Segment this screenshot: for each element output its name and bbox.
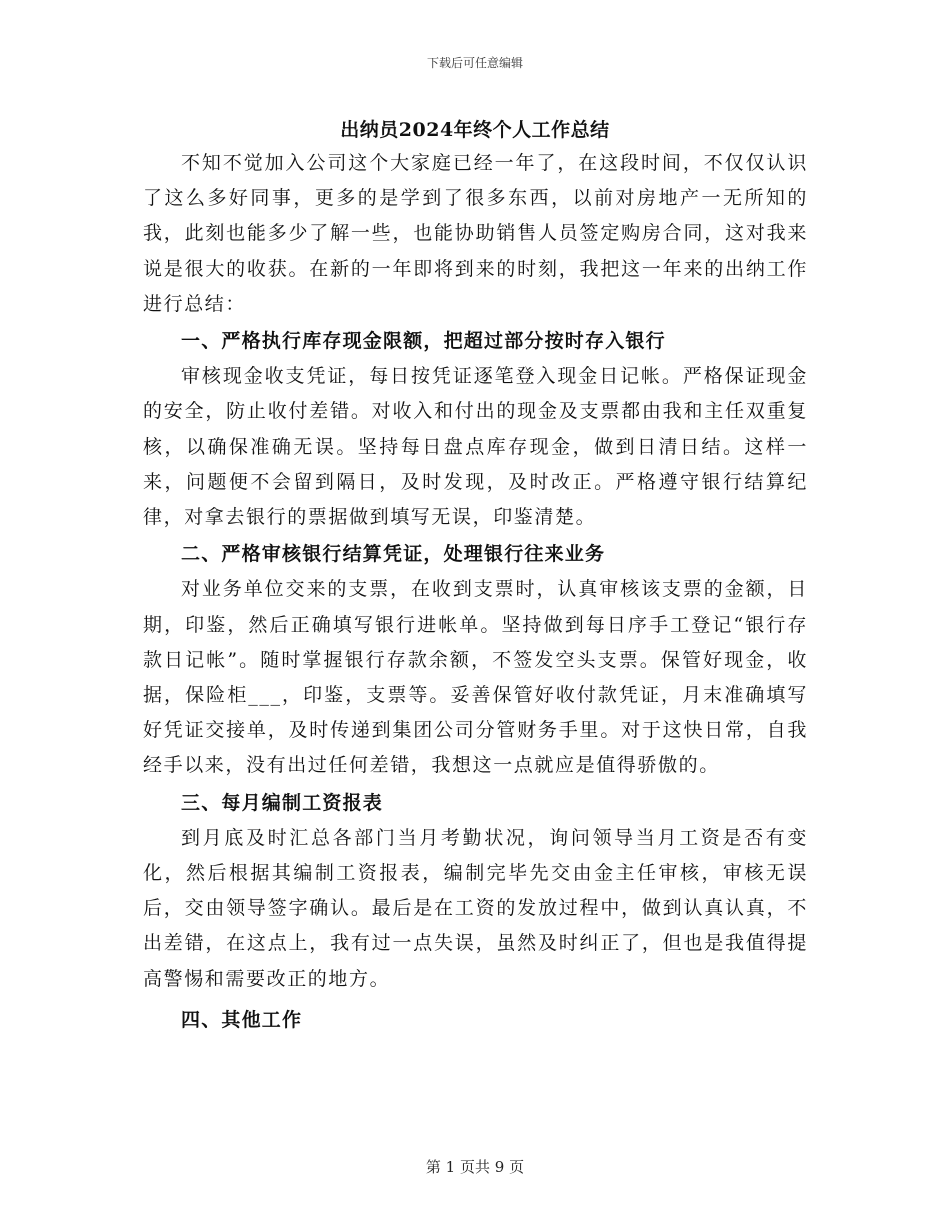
intro-paragraph: 不知不觉加入公司这个大家庭已经一年了，在这段时间，不仅仅认识了这么多好同事，更多的是学到了很多东西，以前对房地产一无所知的我，此刻也能多少了解一些，也能协助销售人员签定购房合同，这对我来说是很大的收获。在新的一年即将到来的时刻，我把这一年来的出纳工作进行总结： bbox=[143, 152, 808, 315]
section-heading-3: 三、每月编制工资报表 bbox=[181, 791, 384, 814]
page-number: 第 1 页共 9 页 bbox=[425, 1158, 525, 1176]
section-heading-4: 四、其他工作 bbox=[181, 1008, 303, 1031]
section-body-2: 对业务单位交来的支票，在收到支票时，认真审核该支票的金额，日期，印鉴，然后正确填写银行进帐单。坚持做到每日序手工登记“银行存款日记帐”。随时掌握银行存款余额，不签发空头支票。保管好现金，收据，保险柜___，印鉴，支票等。妥善保管好收付款凭证，月末准确填写好凭证交接单，及时传递到集团公司分管财务手里。对于这快日常，自我经手以来，没有出过任何差错，我想这一点就应是值得骄傲的。 bbox=[143, 578, 808, 777]
header-note: 下载后可任意编辑 bbox=[426, 56, 523, 70]
section-body-1: 审核现金收支凭证，每日按凭证逐笔登入现金日记帐。严格保证现金的安全，防止收付差错。对收入和付出的现金及支票都由我和主任双重复核，以确保准确无误。坚持每日盘点库存现金，做到日清日结。这样一来，问题便不会留到隔日，及时发现，及时改正。严格遵守银行结算纪律，对拿去银行的票据做到填写无误，印鉴清楚。 bbox=[143, 365, 808, 529]
document-body bbox=[143, 146, 808, 1038]
document-title: 出纳员2024年终个人工作总结 bbox=[340, 119, 610, 141]
section-heading-2: 二、严格审核银行结算凭证，处理银行往来业务 bbox=[181, 543, 606, 566]
section-heading-1: 一、严格执行库存现金限额，把超过部分按时存入银行 bbox=[181, 330, 666, 353]
section-body-3: 到月底及时汇总各部门当月考勤状况，询问领导当月工资是否有变化，然后根据其编制工资报表，编制完毕先交由金主任审核，审核无误后，交由领导签字确认。最后是在工资的发放过程中，做到认真认真，不出差错，在这点上，我有过一点失误，虽然及时纠正了，但也是我值得提高警惕和需要改正的地方。 bbox=[143, 826, 808, 990]
